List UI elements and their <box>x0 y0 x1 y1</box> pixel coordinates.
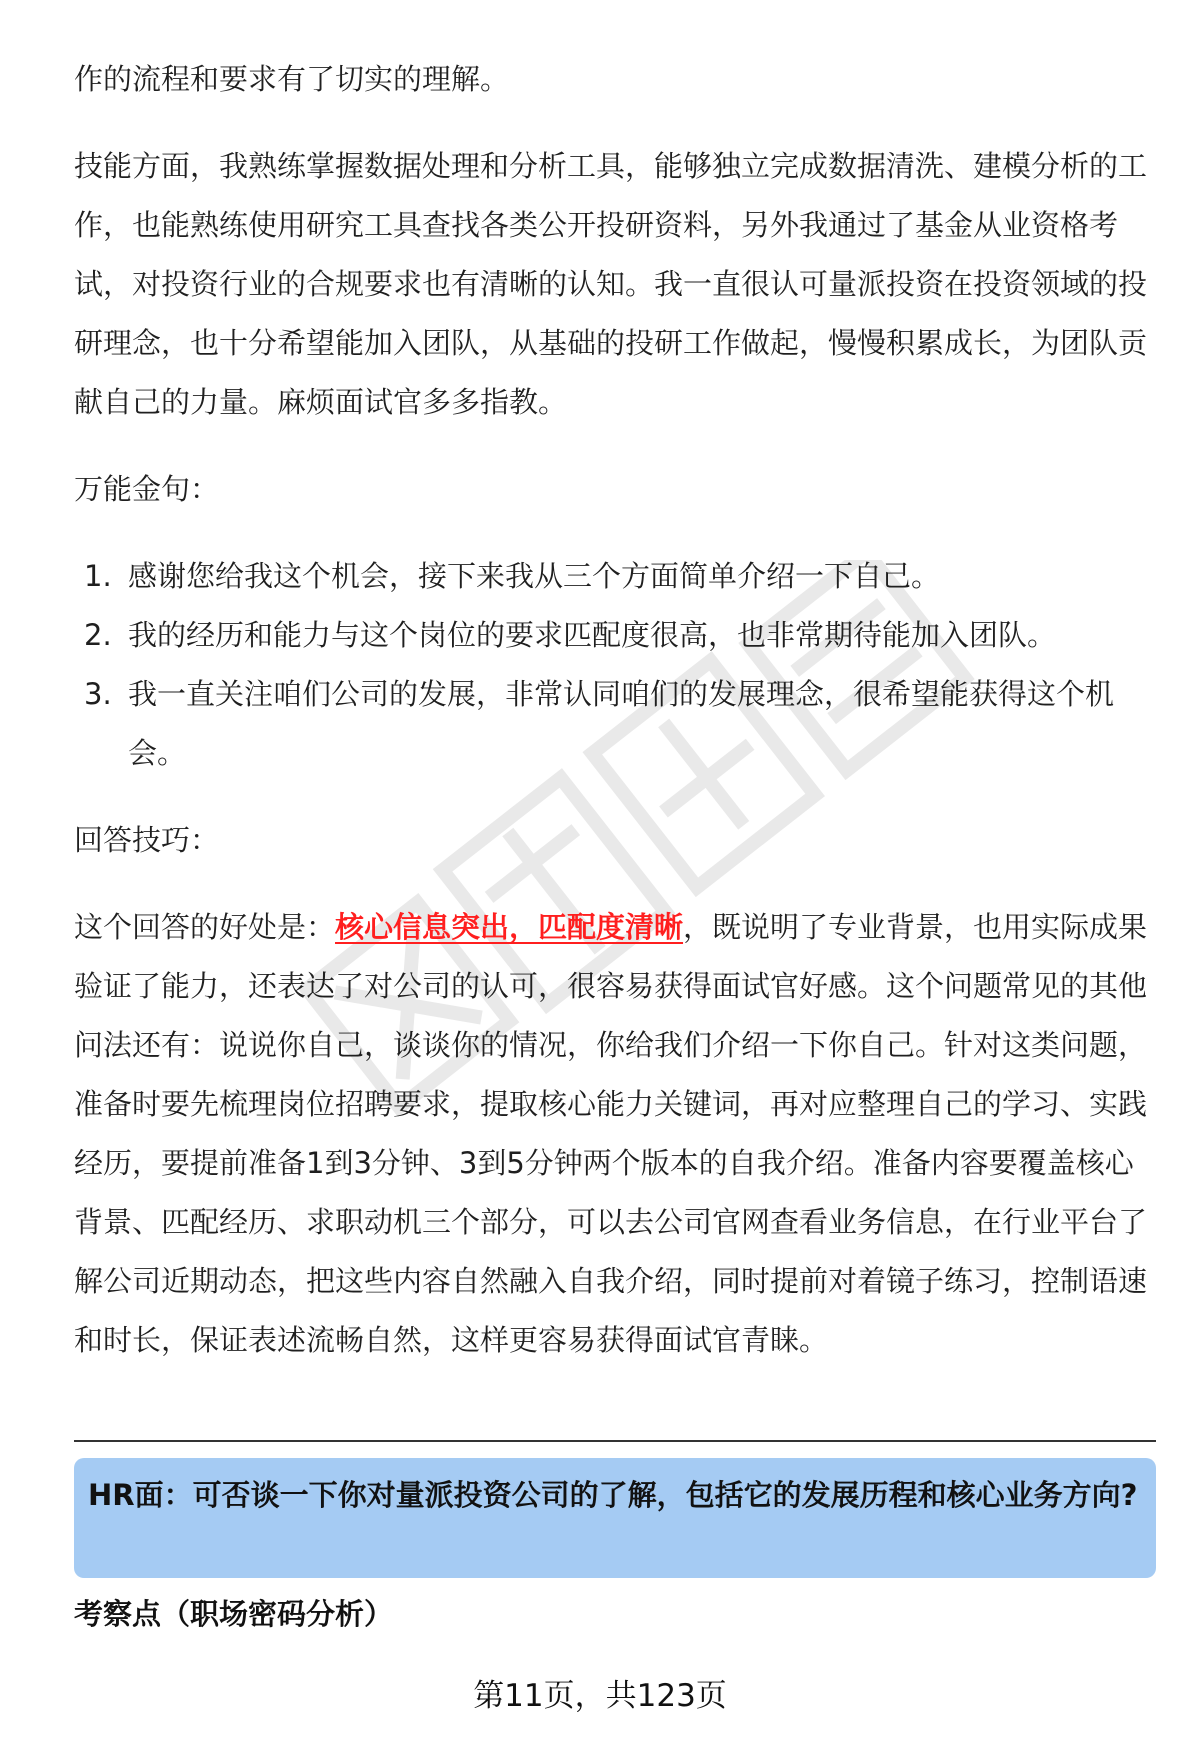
skills-paragraph: 技能方面，我熟练掌握数据处理和分析工具，能够独立完成数据清洗、建模分析的工作，也能熟练使用研究工具查找各类公开投研资料，另外我通过了基金从业资格考试，对投资行业的合规要求也有清晰的认知。我一直很认可量派投资在投资领域的投研理念，也十分希望能加入团队，从基础的投研工作做起，慢慢积累成长，为团队贡献自己的力量。麻烦面试官多多指教。 <box>74 149 1148 419</box>
section-divider <box>74 1440 1156 1442</box>
list-item-text: 感谢您给我这个机会，接下来我从三个方面简单介绍一下自己。 <box>128 559 941 593</box>
tips-prefix: 这个回答的好处是： <box>74 910 336 944</box>
document-body <box>74 50 1156 1370</box>
list-item <box>74 547 1156 606</box>
list-item <box>74 606 1156 665</box>
tips-label: 回答技巧： <box>74 823 220 857</box>
hr-question-box <box>74 1458 1156 1578</box>
list-item-text: 我的经历和能力与这个岗位的要求匹配度很高，也非常期待能加入团队。 <box>128 618 1057 652</box>
golden-phrases-list <box>74 547 1156 783</box>
tips-highlight: 核心信息突出，匹配度清晰 <box>335 910 684 944</box>
hr-question: HR面：可否谈一下你对量派投资公司的了解，包括它的发展历程和核心业务方向? <box>88 1478 1138 1512</box>
intro-continuation: 作的流程和要求有了切实的理解。 <box>74 62 510 96</box>
list-item <box>74 665 1156 783</box>
list-item-text: 我一直关注咱们公司的发展，非常认同咱们的发展理念，很希望能获得这个机会。 <box>128 677 1115 770</box>
page-footer: 第11页，共123页 <box>473 1678 727 1714</box>
analysis-heading: 考察点（职场密码分析） <box>74 1597 394 1631</box>
tips-rest: ，既说明了专业背景，也用实际成果验证了能力，还表达了对公司的认可，很容易获得面试官好感。这个问题常见的其他问法还有：说说你自己，谈谈你的情况，你给我们介绍一下你自己。针对这类问题，准备时要先梳理岗位招聘要求，提取核心能力关键词，再对应整理自己的学习、实践经历，要提前准备1到3分钟、3到5分钟两个版本的自我介绍。准备内容要覆盖核心背景、匹配经历、求职动机三个部分，可以去公司官网查看业务信息，在行业平台了解公司近期动态，把这些内容自然融入自我介绍，同时提前对着镜子练习，控制语速和时长，保证表述流畅自然，这样更容易获得面试官青睐。 <box>74 910 1148 1357</box>
list-number: 3. <box>84 677 112 711</box>
tips-paragraph <box>74 898 1156 1370</box>
list-number: 2. <box>84 618 112 652</box>
list-number: 1. <box>84 559 112 593</box>
golden-phrases-label: 万能金句： <box>74 472 220 506</box>
